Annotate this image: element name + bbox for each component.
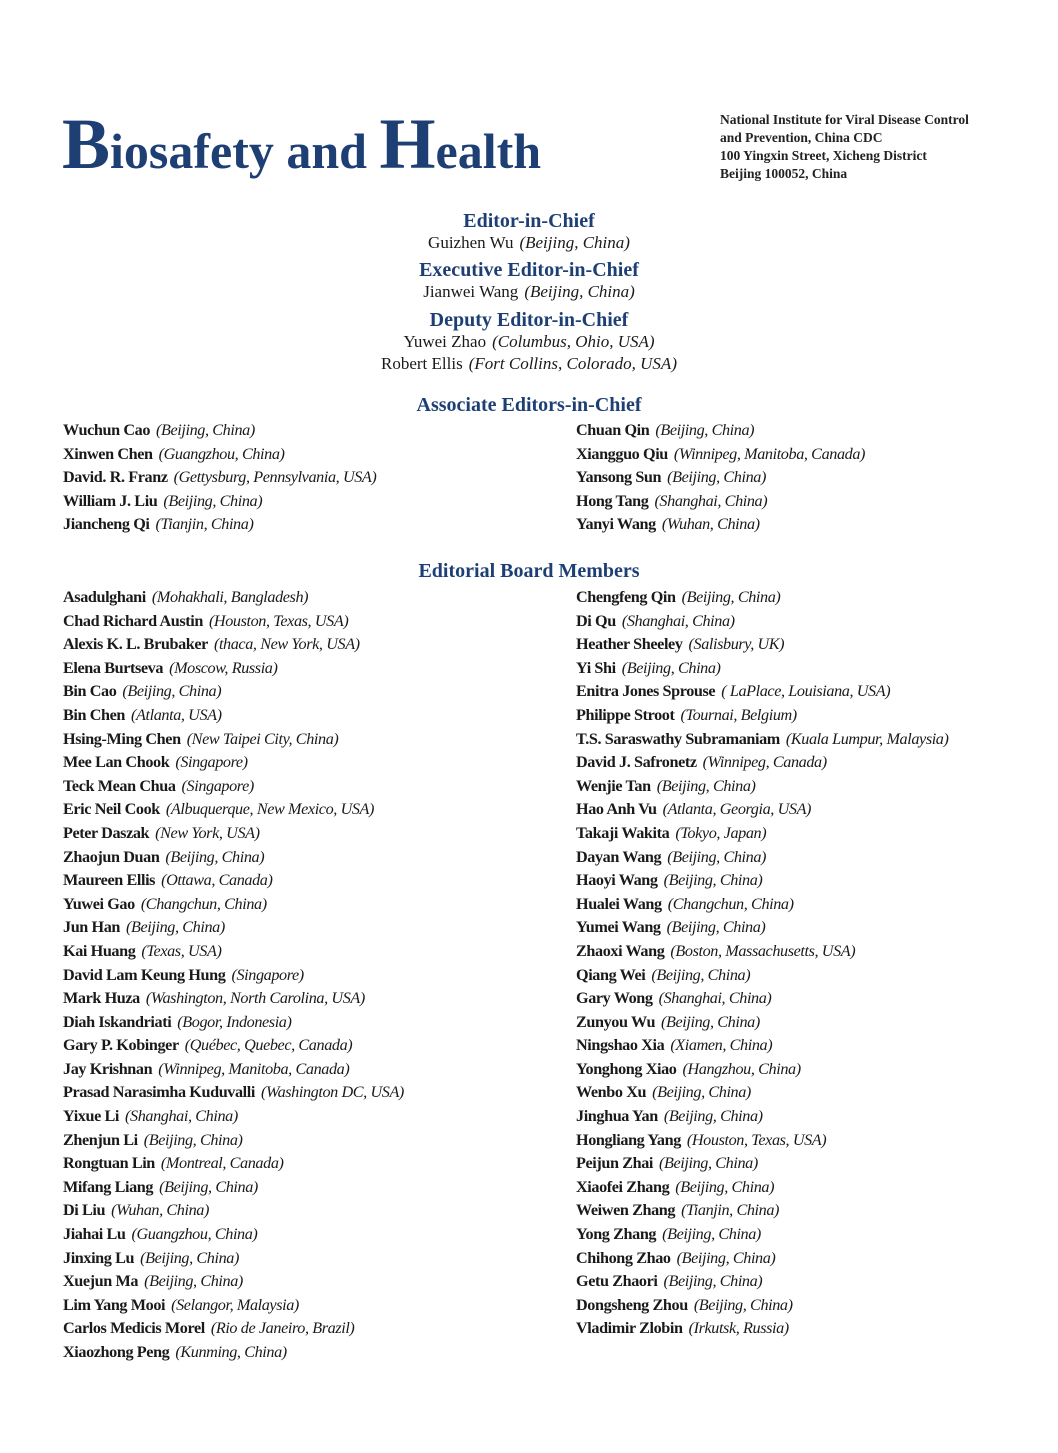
member-entry <box>63 1270 404 1294</box>
member-location: (Shanghai, China) <box>621 611 735 630</box>
member-name: Zhaoxi Wang <box>576 941 665 960</box>
member-name: Bin Cao <box>63 682 117 701</box>
member-name: Chengfeng Qin <box>576 588 676 606</box>
institute-address <box>720 111 969 183</box>
member-name: Zhenjun Li <box>63 1130 138 1149</box>
member-name: Di Liu <box>63 1201 106 1220</box>
member-name: Yumei Wang <box>576 918 661 937</box>
member-location: (Changchun, China) <box>140 894 267 913</box>
member-name: Ningshao Xia <box>576 1036 665 1055</box>
member-entry <box>63 1341 404 1365</box>
member-entry <box>576 1294 949 1318</box>
member-name: Philippe Stroot <box>576 705 675 724</box>
member-name: Yonghong Xiao <box>576 1059 677 1078</box>
member-location: (Atlanta, Georgia, USA) <box>662 800 812 819</box>
member-location: (Guangzhou, China) <box>158 444 285 463</box>
member-entry <box>63 490 376 514</box>
member-name: Peijun Zhai <box>576 1154 654 1173</box>
member-entry <box>63 964 404 988</box>
member-name: Jiahai Lu <box>63 1225 126 1244</box>
person-name: Jianwei Wang <box>423 282 519 301</box>
member-name: Maureen Ellis <box>63 871 156 890</box>
member-entry <box>63 1247 404 1271</box>
member-entry <box>63 798 404 822</box>
member-entry <box>576 1270 949 1294</box>
member-name: Takaji Wakita <box>576 823 670 842</box>
member-entry <box>576 1199 949 1223</box>
member-location: (Wuhan, China) <box>661 515 760 534</box>
member-name: Jun Han <box>63 918 121 937</box>
member-entry <box>63 513 376 537</box>
member-entry <box>576 1011 949 1035</box>
member-entry <box>576 1034 949 1058</box>
member-entry <box>576 1152 949 1176</box>
member-name: Hong Tang <box>576 491 649 510</box>
member-location: (Beijing, China) <box>693 1295 793 1314</box>
member-name: Yixue Li <box>63 1107 120 1126</box>
member-entry <box>576 1223 949 1247</box>
member-name: Kai Huang <box>63 941 136 960</box>
member-location: (Beijing, China) <box>659 1154 758 1173</box>
member-location: (Xiamen, China) <box>670 1036 773 1055</box>
member-location: ( LaPlace, Louisiana, USA) <box>721 682 891 701</box>
executive-editor-heading: Executive Editor-in-Chief <box>419 259 639 281</box>
editorial-board-right-column <box>576 586 949 1341</box>
member-location: (Winnipeg, Manitoba, Canada) <box>673 444 866 463</box>
member-entry <box>576 704 949 728</box>
member-name: Xuejun Ma <box>63 1272 139 1291</box>
member-entry <box>576 466 865 490</box>
member-location: (Singapore) <box>231 965 304 984</box>
member-name: Gary Wong <box>576 989 653 1008</box>
member-name: Enitra Jones Sprouse <box>576 682 716 701</box>
member-entry <box>63 1129 404 1153</box>
member-location: (Tokyo, Japan) <box>675 823 767 842</box>
member-entry <box>63 680 404 704</box>
member-entry <box>63 1223 404 1247</box>
member-location: (Shanghai, China) <box>125 1107 238 1126</box>
member-name: Yi Shi <box>576 658 616 677</box>
member-location: (Tournai, Belgium) <box>680 705 797 724</box>
member-location: (Texas, USA) <box>141 941 222 960</box>
person-name: Robert Ellis <box>381 354 463 373</box>
member-location: (Beijing, China) <box>666 918 766 937</box>
member-entry <box>576 728 949 752</box>
member-entry <box>576 916 949 940</box>
member-entry <box>63 987 404 1011</box>
member-entry <box>576 680 949 704</box>
member-entry <box>576 513 865 537</box>
member-name: Wenbo Xu <box>576 1083 647 1102</box>
member-entry <box>63 893 404 917</box>
member-entry <box>576 1081 949 1105</box>
member-name: Xiaofei Zhang <box>576 1177 670 1196</box>
member-location: (Beijing, China) <box>667 468 766 487</box>
member-location: (Boston, Massachusetts, USA) <box>670 941 856 960</box>
member-location: (Irkutsk, Russia) <box>688 1319 789 1338</box>
member-location: (Beijing, China) <box>681 588 781 606</box>
member-name: David Lam Keung Hung <box>63 965 226 984</box>
member-entry <box>63 940 404 964</box>
member-entry <box>576 610 949 634</box>
member-name: Prasad Narasimha Kuduvalli <box>63 1083 255 1102</box>
member-name: Rongtuan Lin <box>63 1154 155 1173</box>
member-entry <box>63 633 404 657</box>
member-name: Zunyou Wu <box>576 1012 656 1031</box>
member-name: Qiang Wei <box>576 965 646 984</box>
member-name: Zhaojun Duan <box>63 847 160 866</box>
member-entry <box>576 1105 949 1129</box>
member-location: (Beijing, China) <box>667 847 767 866</box>
member-location: (Beijing, China) <box>652 1083 751 1102</box>
member-entry <box>63 869 404 893</box>
person-name: Yuwei Zhao <box>403 332 487 351</box>
member-name: Jinxing Lu <box>63 1248 135 1267</box>
member-name: Yong Zhang <box>576 1225 657 1244</box>
member-name: Alexis K. L. Brubaker <box>63 635 208 654</box>
member-entry <box>63 775 404 799</box>
member-name: Hao Anh Vu <box>576 800 657 819</box>
member-location: (Houston, Texas, USA) <box>686 1130 827 1149</box>
person-name: Guizhen Wu <box>428 233 514 252</box>
member-name: Hsing-Ming Chen <box>63 729 181 748</box>
member-location: (Beijing, China) <box>661 1012 760 1031</box>
member-name: David J. Safronetz <box>576 753 697 772</box>
member-entry <box>63 419 376 443</box>
member-location: (Singapore) <box>175 753 248 772</box>
deputy-editor-entry <box>0 353 1058 375</box>
member-name: David. R. Franz <box>63 468 168 487</box>
member-entry <box>63 1058 404 1082</box>
member-location: (Guangzhou, China) <box>131 1225 258 1244</box>
member-entry <box>63 1199 404 1223</box>
member-name: Peter Daszak <box>63 823 150 842</box>
person-location: (Beijing, China) <box>524 282 635 301</box>
member-location: (Houston, Texas, USA) <box>208 611 349 630</box>
member-location: (Gettysburg, Pennsylvania, USA) <box>173 468 377 487</box>
member-entry <box>576 633 949 657</box>
member-name: Chad Richard Austin <box>63 611 203 630</box>
member-location: (Shanghai, China) <box>654 491 768 510</box>
member-location: (Ottawa, Canada) <box>161 871 273 890</box>
member-name: Jiancheng Qi <box>63 515 150 534</box>
member-location: (Rio de Janeiro, Brazil) <box>210 1319 355 1338</box>
member-name: Mee Lan Chook <box>63 753 170 772</box>
member-location: (Washington DC, USA) <box>260 1083 404 1102</box>
member-entry <box>576 1129 949 1153</box>
member-location: (Beijing, China) <box>159 1177 258 1196</box>
member-name: Gary P. Kobinger <box>63 1036 179 1055</box>
person-location: (Columbus, Ohio, USA) <box>492 332 655 351</box>
member-location: (Beijing, China) <box>621 658 721 677</box>
member-location: (Beijing, China) <box>126 918 225 937</box>
member-location: (Beijing, China) <box>663 871 763 890</box>
title-initial-h: H <box>379 104 436 184</box>
member-location: (Beijing, China) <box>663 1107 763 1126</box>
member-entry <box>63 846 404 870</box>
member-name: Hongliang Yang <box>576 1130 681 1149</box>
member-name: William J. Liu <box>63 491 158 510</box>
deputy-editor-heading: Deputy Editor-in-Chief <box>429 309 629 331</box>
editor-in-chief-entry <box>0 232 1058 254</box>
member-location: (Beijing, China) <box>656 776 756 795</box>
member-location: (Montreal, Canada) <box>160 1154 284 1173</box>
member-location: (Beijing, China) <box>156 421 255 439</box>
member-location: (Beijing, China) <box>122 682 222 701</box>
member-name: Diah Iskandriati <box>63 1012 172 1031</box>
editorial-board-heading: Editorial Board Members <box>418 560 640 582</box>
member-location: (Beijing, China) <box>651 965 751 984</box>
member-name: Getu Zhaori <box>576 1272 658 1291</box>
title-part-1: iosafety and <box>110 123 380 179</box>
member-location: (Beijing, China) <box>663 1272 763 1291</box>
member-location: (Beijing, China) <box>675 1177 775 1196</box>
member-name: Hualei Wang <box>576 894 662 913</box>
executive-editor-entry <box>0 281 1058 303</box>
member-location: (Beijing, China) <box>140 1248 239 1267</box>
member-entry <box>63 704 404 728</box>
member-name: T.S. Saraswathy Subramaniam <box>576 729 780 748</box>
editorial-board-left-column <box>63 586 404 1365</box>
member-location: (Mohakhali, Bangladesh) <box>151 588 309 606</box>
member-location: (Winnipeg, Manitoba, Canada) <box>158 1059 350 1078</box>
member-location: (Beijing, China) <box>163 491 263 510</box>
member-entry <box>576 1176 949 1200</box>
member-entry <box>63 1152 404 1176</box>
member-location: (Atlanta, USA) <box>131 705 222 724</box>
member-name: Chuan Qin <box>576 421 650 439</box>
member-name: Haoyi Wang <box>576 871 658 890</box>
member-entry <box>63 1011 404 1035</box>
member-name: Jinghua Yan <box>576 1107 658 1126</box>
member-name: Xiaozhong Peng <box>63 1343 170 1361</box>
member-name: Chihong Zhao <box>576 1248 671 1267</box>
member-name: Lim Yang Mooi <box>63 1295 166 1314</box>
member-entry <box>576 775 949 799</box>
member-location: (Kunming, China) <box>175 1343 287 1361</box>
member-location: (Washington, North Carolina, USA) <box>145 989 365 1008</box>
member-entry <box>576 822 949 846</box>
member-location: (Beijing, China) <box>655 421 755 439</box>
member-location: (Tianjin, China) <box>155 515 254 534</box>
institute-line: 100 Yingxin Street, Xicheng District <box>720 148 927 163</box>
member-location: (Singapore) <box>181 776 254 795</box>
member-location: (Moscow, Russia) <box>169 658 278 677</box>
member-name: Wenjie Tan <box>576 776 651 795</box>
member-name: Yansong Sun <box>576 468 662 487</box>
associate-editors-left-column <box>63 419 376 537</box>
member-location: (Beijing, China) <box>676 1248 776 1267</box>
member-entry <box>63 728 404 752</box>
person-location: (Beijing, China) <box>519 233 630 252</box>
member-entry <box>576 1058 949 1082</box>
member-entry <box>63 1176 404 1200</box>
institute-line: National Institute for Viral Disease Control <box>720 112 969 127</box>
member-entry <box>63 1105 404 1129</box>
member-location: (Wuhan, China) <box>111 1201 209 1220</box>
member-name: Teck Mean Chua <box>63 776 176 795</box>
member-location: (Salisbury, UK) <box>688 635 785 654</box>
member-location: (thaca, New York, USA) <box>213 635 360 654</box>
member-entry <box>576 490 865 514</box>
member-name: Vladimir Zlobin <box>576 1319 683 1338</box>
member-entry <box>63 1317 404 1341</box>
member-name: Di Qu <box>576 611 616 630</box>
member-name: Mark Huza <box>63 989 140 1008</box>
member-entry <box>63 1294 404 1318</box>
member-entry <box>576 846 949 870</box>
member-entry <box>576 586 949 610</box>
member-entry <box>63 1034 404 1058</box>
member-name: Weiwen Zhang <box>576 1201 676 1220</box>
member-entry <box>576 419 865 443</box>
member-entry <box>63 751 404 775</box>
member-entry <box>576 798 949 822</box>
member-name: Carlos Medicis Morel <box>63 1319 205 1338</box>
member-name: Bin Chen <box>63 705 126 724</box>
member-entry <box>576 657 949 681</box>
member-entry <box>63 610 404 634</box>
member-name: Eric Neil Cook <box>63 800 160 819</box>
member-name: Xinwen Chen <box>63 444 153 463</box>
member-name: Yuwei Gao <box>63 894 135 913</box>
member-entry <box>63 657 404 681</box>
institute-line: Beijing 100052, China <box>720 166 848 181</box>
member-name: Elena Burtseva <box>63 658 164 677</box>
member-location: (Winnipeg, Canada) <box>702 753 827 772</box>
chief-editors-block <box>0 210 1058 375</box>
member-location: (Bogor, Indonesia) <box>177 1012 292 1031</box>
member-location: (Hangzhou, China) <box>682 1059 801 1078</box>
member-name: Dongsheng Zhou <box>576 1295 688 1314</box>
member-location: (Beijing, China) <box>662 1225 761 1244</box>
member-entry <box>576 751 949 775</box>
member-entry <box>63 822 404 846</box>
member-name: Xiangguo Qiu <box>576 444 668 463</box>
member-location: (Shanghai, China) <box>658 989 772 1008</box>
person-location: (Fort Collins, Colorado, USA) <box>468 354 677 373</box>
member-name: Yanyi Wang <box>576 515 656 534</box>
member-entry <box>576 1247 949 1271</box>
member-name: Dayan Wang <box>576 847 662 866</box>
member-location: (New Taipei City, China) <box>186 729 339 748</box>
associate-editors-heading: Associate Editors-in-Chief <box>416 394 642 416</box>
editor-in-chief-heading: Editor-in-Chief <box>463 210 595 232</box>
member-name: Asadulghani <box>63 588 146 606</box>
member-location: (Kuala Lumpur, Malaysia) <box>785 729 949 748</box>
member-entry <box>63 1081 404 1105</box>
member-name: Jay Krishnan <box>63 1059 153 1078</box>
member-location: (Québec, Quebec, Canada) <box>184 1036 353 1055</box>
member-name: Wuchun Cao <box>63 421 151 439</box>
member-location: (Selangor, Malaysia) <box>171 1295 299 1314</box>
member-entry <box>576 869 949 893</box>
member-name: Mifang Liang <box>63 1177 154 1196</box>
member-entry <box>576 893 949 917</box>
member-entry <box>576 964 949 988</box>
member-location: (Albuquerque, New Mexico, USA) <box>165 800 375 819</box>
member-location: (Changchun, China) <box>667 894 794 913</box>
associate-editors-right-column <box>576 419 865 537</box>
member-entry <box>63 916 404 940</box>
member-entry <box>576 940 949 964</box>
title-initial-b: B <box>62 104 111 184</box>
title-part-2: ealth <box>435 123 542 179</box>
member-entry <box>576 987 949 1011</box>
member-entry <box>63 466 376 490</box>
member-entry <box>576 443 865 467</box>
institute-line: and Prevention, China CDC <box>720 130 883 145</box>
member-entry <box>63 443 376 467</box>
member-entry <box>576 1317 949 1341</box>
journal-title <box>62 104 542 184</box>
member-location: (Beijing, China) <box>165 847 265 866</box>
member-name: Heather Sheeley <box>576 635 683 654</box>
deputy-editor-entry <box>0 331 1058 353</box>
member-location: (Beijing, China) <box>144 1272 243 1291</box>
member-entry <box>63 586 404 610</box>
member-location: (New York, USA) <box>155 823 260 842</box>
member-location: (Tianjin, China) <box>681 1201 780 1220</box>
member-location: (Beijing, China) <box>143 1130 243 1149</box>
